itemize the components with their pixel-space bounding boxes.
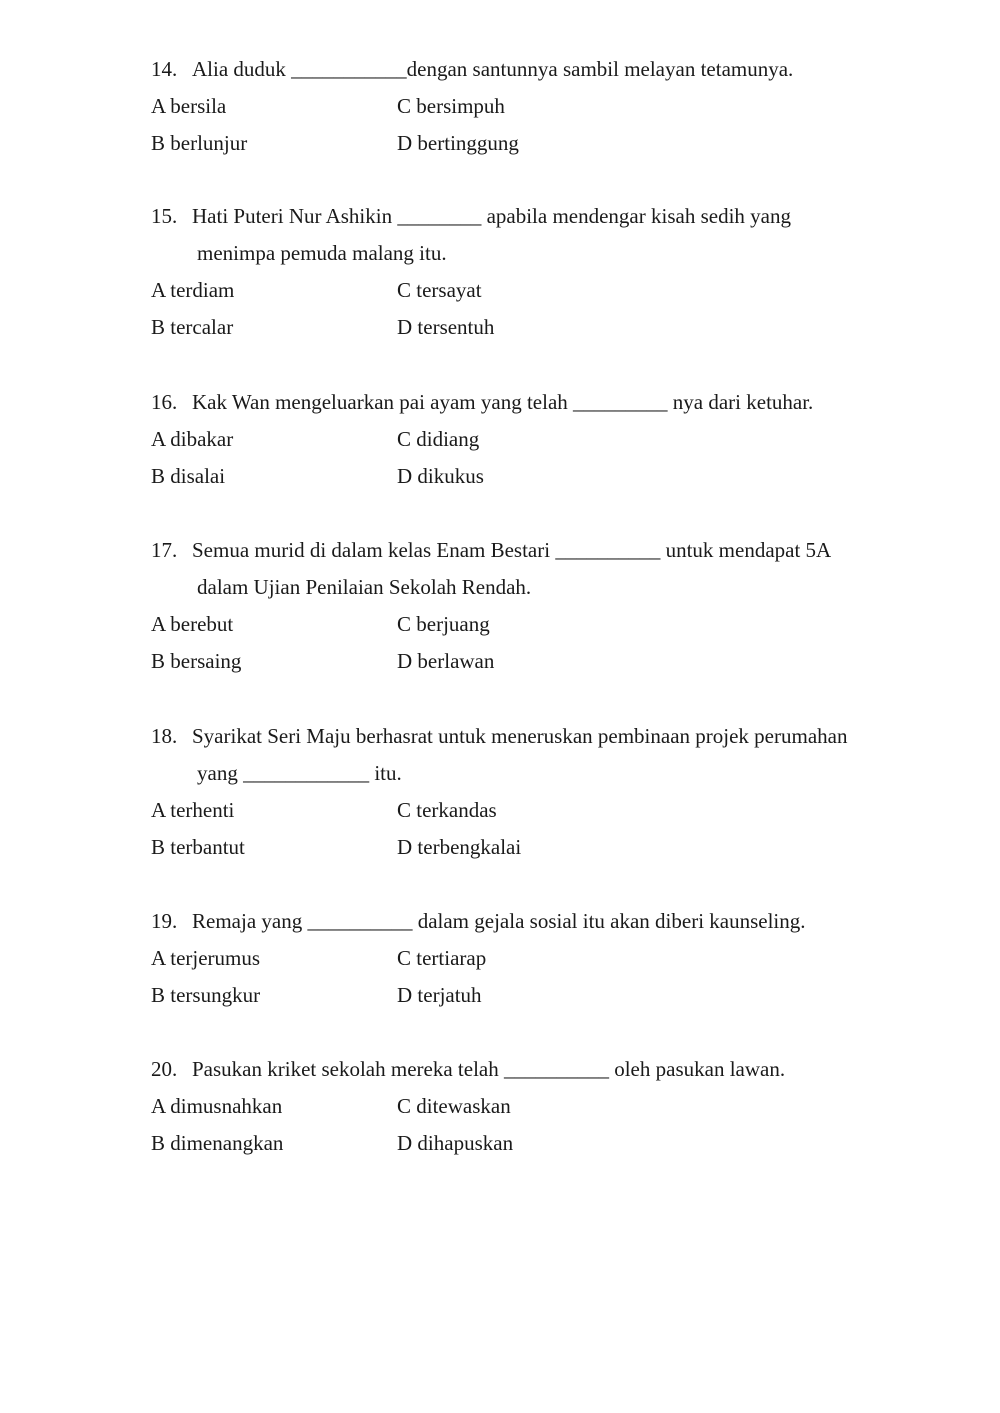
question-line: Syarikat Seri Maju berhasrat untuk meneruskan pembinaan projek perumahan <box>192 724 848 748</box>
question-number: 16. <box>151 390 178 414</box>
question-text <box>151 1051 951 1088</box>
option-c[interactable]: C tertiarap <box>397 946 487 970</box>
question-text-continued: yang ____________ itu. <box>197 761 402 785</box>
question-14 <box>151 51 951 162</box>
option-row <box>151 272 951 309</box>
option-c[interactable]: C berjuang <box>397 612 490 636</box>
option-b[interactable]: B berlunjur <box>151 131 248 155</box>
option-row <box>151 606 951 643</box>
option-d[interactable]: D terbengkalai <box>397 835 522 859</box>
question-line: Alia duduk ___________dengan santunnya sambil melayan tetamunya. <box>192 57 794 81</box>
question-number: 14. <box>151 57 178 81</box>
question-line: Hati Puteri Nur Ashikin ________ apabila mendengar kisah sedih yang <box>192 204 791 228</box>
question-number: 18. <box>151 724 178 748</box>
option-a[interactable]: A terdiam <box>151 278 235 302</box>
question-text <box>151 198 951 235</box>
question-19 <box>151 903 951 1014</box>
question-20 <box>151 1051 951 1162</box>
question-text <box>151 384 951 421</box>
question-text-continued: dalam Ujian Penilaian Sekolah Rendah. <box>197 575 532 599</box>
option-d[interactable]: D dikukus <box>397 464 484 488</box>
question-number: 15. <box>151 204 178 228</box>
question-line: Semua murid di dalam kelas Enam Bestari __________ untuk mendapat 5A <box>192 538 832 562</box>
option-c[interactable]: C ditewaskan <box>397 1094 511 1118</box>
question-number: 19. <box>151 909 178 933</box>
question-line: Pasukan kriket sekolah mereka telah __________ oleh pasukan lawan. <box>192 1057 786 1081</box>
option-c[interactable]: C bersimpuh <box>397 94 505 118</box>
question-text <box>151 532 951 569</box>
question-text <box>151 718 951 755</box>
option-a[interactable]: A terjerumus <box>151 946 261 970</box>
option-d[interactable]: D berlawan <box>397 649 495 673</box>
question-number: 17. <box>151 538 178 562</box>
option-b[interactable]: B dimenangkan <box>151 1131 284 1155</box>
option-row <box>151 1088 951 1125</box>
option-c[interactable]: C tersayat <box>397 278 482 302</box>
option-row <box>151 1125 951 1162</box>
question-line: Remaja yang __________ dalam gejala sosial itu akan diberi kaunseling. <box>192 909 806 933</box>
option-a[interactable]: A terhenti <box>151 798 235 822</box>
option-row <box>151 88 951 125</box>
option-row <box>151 458 951 495</box>
option-row <box>151 940 951 977</box>
question-18 <box>151 718 951 866</box>
option-a[interactable]: A dimusnahkan <box>151 1094 283 1118</box>
option-row <box>151 421 951 458</box>
option-c[interactable]: C terkandas <box>397 798 497 822</box>
question-text-continued: menimpa pemuda malang itu. <box>197 241 447 265</box>
option-d[interactable]: D terjatuh <box>397 983 482 1007</box>
option-a[interactable]: A berebut <box>151 612 234 636</box>
option-row <box>151 829 951 866</box>
option-b[interactable]: B tersungkur <box>151 983 261 1007</box>
option-b[interactable]: B tercalar <box>151 315 234 339</box>
option-d[interactable]: D bertinggung <box>397 131 519 155</box>
option-d[interactable]: D dihapuskan <box>397 1131 514 1155</box>
option-row <box>151 309 951 346</box>
question-15 <box>151 198 951 346</box>
question-text <box>151 903 951 940</box>
option-row <box>151 125 951 162</box>
option-row <box>151 977 951 1014</box>
option-row <box>151 643 951 680</box>
question-16 <box>151 384 951 495</box>
option-a[interactable]: A dibakar <box>151 427 234 451</box>
option-a[interactable]: A bersila <box>151 94 227 118</box>
option-c[interactable]: C didiang <box>397 427 480 451</box>
option-row <box>151 792 951 829</box>
question-number: 20. <box>151 1057 178 1081</box>
option-b[interactable]: B disalai <box>151 464 226 488</box>
option-b[interactable]: B bersaing <box>151 649 242 673</box>
question-17 <box>151 532 951 680</box>
question-line: Kak Wan mengeluarkan pai ayam yang telah _________ nya dari ketuhar. <box>192 390 814 414</box>
question-text <box>151 51 951 88</box>
option-b[interactable]: B terbantut <box>151 835 245 859</box>
option-d[interactable]: D tersentuh <box>397 315 495 339</box>
